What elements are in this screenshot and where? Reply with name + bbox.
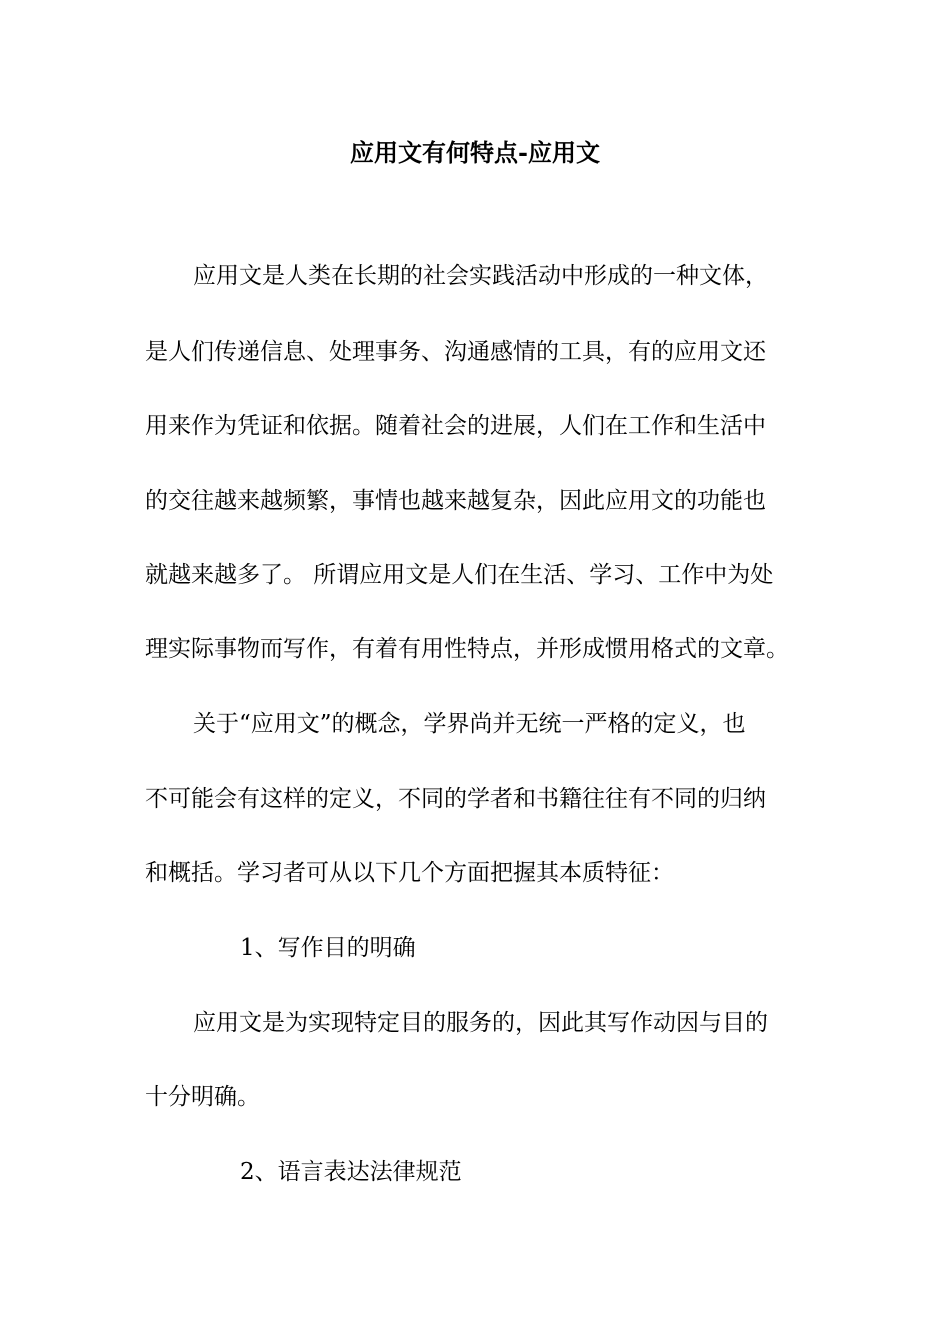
paragraph-line: 用来作为凭证和依据。随着社会的进展，人们在工作和生活中 bbox=[145, 413, 766, 439]
paragraph-line: 关于“应用文”的概念，学界尚并无统一严格的定义，也 bbox=[193, 711, 746, 737]
paragraph-line: 应用文是为实现特定目的服务的，因此其写作动因与目的 bbox=[193, 1010, 768, 1036]
paragraph-line: 不可能会有这样的定义，不同的学者和书籍往往有不同的归纳 bbox=[145, 786, 766, 812]
paragraph-line: 就越来越多了。 所谓应用文是人们在生活、学习、工作中为处 bbox=[145, 562, 774, 588]
paragraph-line: 应用文是人类在长期的社会实践活动中形成的一种文体， bbox=[193, 263, 768, 289]
paragraph-line: 和概括。学习者可从以下几个方面把握其本质特征： bbox=[145, 860, 674, 886]
paragraph-line: 是人们传递信息、处理事务、沟通感情的工具，有的应用文还 bbox=[145, 339, 766, 365]
paragraph-line: 十分明确。 bbox=[145, 1084, 260, 1110]
paragraph-line: 的交往越来越频繁，事情也越来越复杂，因此应用文的功能也 bbox=[145, 488, 766, 514]
section-heading: 2、语言表达法律规范 bbox=[240, 1159, 462, 1185]
document-title: 应用文有何特点-应用文 bbox=[350, 138, 600, 167]
section-heading: 1、写作目的明确 bbox=[240, 935, 416, 961]
paragraph-line: 理实际事物而写作，有着有用性特点，并形成惯用格式的文章。 bbox=[145, 636, 789, 662]
